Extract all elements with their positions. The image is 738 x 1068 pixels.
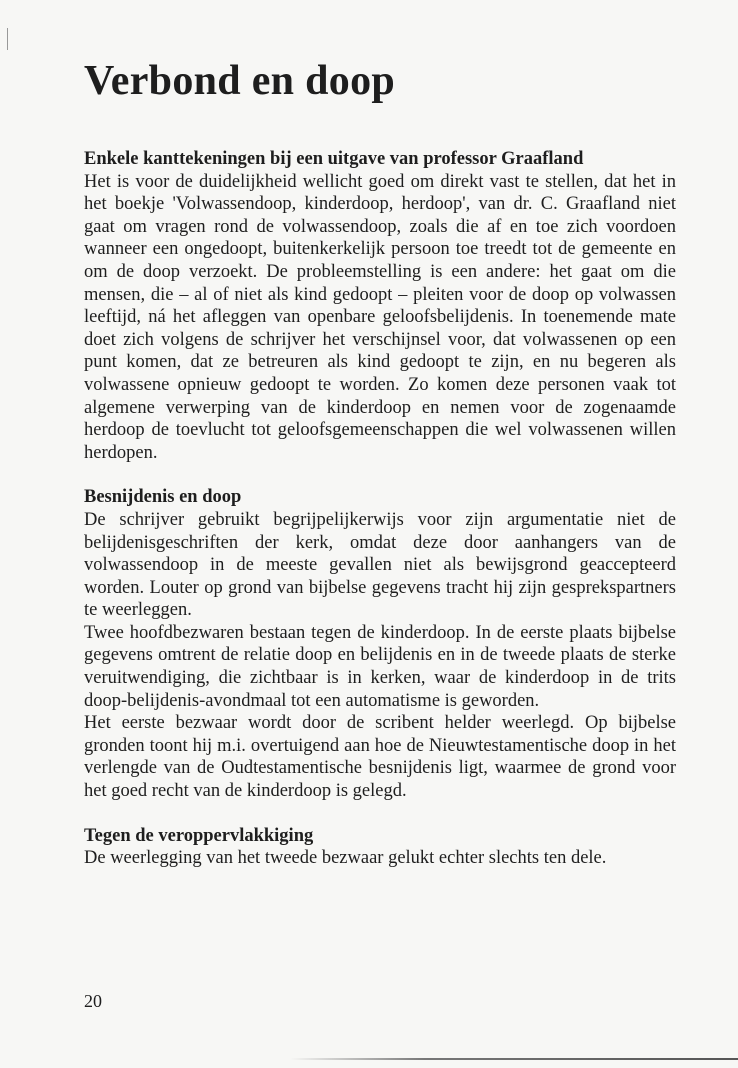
page-title: Verbond en doop	[84, 58, 396, 104]
section-intro	[84, 148, 676, 464]
article-body	[84, 148, 676, 870]
section-heading: Tegen de veroppervlakkiging	[84, 825, 314, 846]
section-besnijdenis	[84, 486, 676, 802]
page-number: 20	[84, 991, 102, 1011]
paragraph: De weerlegging van het tweede bezwaar gelukt echter slechts ten dele.	[84, 848, 607, 869]
page-edge-bottom	[290, 1058, 738, 1060]
paragraph: Het eerste bezwaar wordt door de scribent helder weerlegd. Op bijbelse gronden toont hij m.i. overtuigend aan hoe de Nieuwtestamentische doop in het verlengde van de Oudtestamentische besnijdenis ligt, waarmee de grond voor het goed recht van de kinderdoop is gelegd.	[84, 713, 676, 802]
paragraph: Het is voor de duidelijkheid wellicht goed om direkt vast te stellen, dat het in het boekje 'Volwassendoop, kinderdoop, herdoop', van dr. C. Graafland niet gaat om vragen rond de volwassendoop, zoals die af en toe zich voordoen wanneer een ongedoopt, buitenkerkelijk persoon toe treedt tot de gemeente en om de doop verzoekt. De probleemstelling is een andere: het gaat om die mensen, die – al of niet als kind gedoopt – pleiten voor de doop op volwassen leeftijd, ná het afleggen van openbare geloofsbelijdenis. In toenemende mate doet zich volgens de schrijver het verschijnsel voor, dat volwassenen op een punt komen, dat ze betreuren als kind gedoopt te zijn, en nu begeren als volwassene opnieuw gedoopt te worden. Zo komen deze personen vaak tot algemene verwerping van de kinderdoop en nemen voor de zogenaamde herdoop de toevlucht tot geloofsgemeenschappen die wel volwassenen willen herdopen.	[84, 171, 676, 463]
paragraph: Twee hoofdbezwaren bestaan tegen de kinderdoop. In de eerste plaats bijbelse gegevens omtrent de relatie doop en belijdenis en in de tweede plaats de sterke veruitwendiging, die zichtbaar is in kerken, waar de kinderdoop in de trits doop-belijdenis-avondmaal tot een automatisme is geworden.	[84, 622, 676, 711]
page-edge-left	[7, 28, 8, 50]
section-heading: Enkele kanttekeningen bij een uitgave van professor Graafland	[84, 149, 584, 169]
section-heading: Besnijdenis en doop	[84, 487, 242, 508]
section-veroppervlakkiging	[84, 825, 676, 870]
paragraph: De schrijver gebruikt begrijpelijkerwijs voor zijn argumentatie niet de belijdenisgeschriften der kerk, omdat deze door aanhangers van de volwassendoop in de meeste gevallen niet als bewijsgrond geaccepteerd worden. Louter op grond van bijbelse gegevens tracht hij zijn gesprekspartners te weerleggen.	[84, 509, 676, 621]
